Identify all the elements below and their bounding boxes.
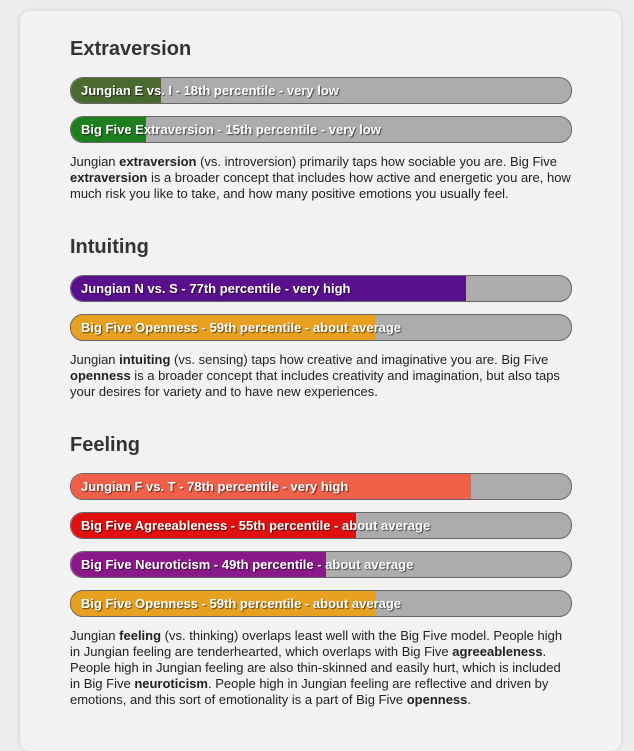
percentile-bar: [70, 275, 572, 302]
description-keyword: neuroticism: [134, 676, 208, 691]
percentile-bar: [70, 116, 572, 143]
description-keyword: extraversion: [70, 170, 148, 185]
description-text: (vs. introversion) primarily taps how sociable you are. Big Five: [196, 154, 558, 169]
section-extraversion: [70, 37, 572, 202]
percentile-bar-label: Big Five Extraversion - 15th percentile - very low: [81, 122, 381, 137]
percentile-bar-label: Big Five Neuroticism - 49th percentile - about average: [81, 557, 414, 572]
percentile-bar: [70, 551, 572, 578]
percentile-bar-label: Big Five Openness - 59th percentile - about average: [81, 596, 402, 611]
section-intuiting: [70, 235, 572, 400]
description-keyword: openness: [70, 368, 131, 383]
percentile-bar: [70, 473, 572, 500]
percentile-bar-label: Big Five Agreeableness - 55th percentile - about average: [81, 518, 431, 533]
percentile-bar: [70, 77, 572, 104]
description-text: (vs. sensing) taps how creative and imaginative you are. Big Five: [170, 352, 549, 367]
description-keyword: intuiting: [119, 352, 171, 367]
section-description: [70, 352, 572, 400]
description-text: Jungian: [70, 352, 120, 367]
description-text: is a broader concept that includes how active and energetic you are, how much risk you like to take, and how many positive emotions you usually feel.: [70, 170, 571, 201]
section-title: Intuiting: [70, 236, 149, 258]
section-description: [70, 628, 572, 708]
description-text: Jungian: [70, 154, 120, 169]
percentile-bar: [70, 590, 572, 617]
description-keyword: openness: [406, 692, 468, 707]
description-keyword: feeling: [119, 628, 162, 643]
description-text: . People high in Jungian feeling are also thin-skinned and easily hurt, which is included in Big Five: [70, 644, 561, 691]
percentile-bar: [70, 512, 572, 539]
description-text: Jungian: [70, 628, 120, 643]
description-text: is a broader concept that includes creativity and imagination, but also taps your desires for variety and to have new experiences.: [70, 368, 560, 399]
percentile-bar: [70, 314, 572, 341]
percentile-bar-label: Jungian F vs. T - 78th percentile - very high: [81, 479, 349, 494]
description-text: (vs. thinking) overlaps least well with the Big Five model. People high in Jungian feeling are tenderhearted, which overlaps with Big Five: [70, 628, 563, 659]
percentile-bar-label: Jungian N vs. S - 77th percentile - very high: [81, 281, 351, 296]
description-keyword: extraversion: [119, 154, 197, 169]
description-text: .: [467, 692, 472, 707]
section-title: Feeling: [70, 434, 141, 456]
percentile-bar-label: Jungian E vs. I - 18th percentile - very low: [81, 83, 339, 98]
section-description: [70, 154, 572, 202]
section-feeling: [70, 433, 572, 708]
section-title: Extraversion: [70, 38, 192, 60]
percentile-bar-label: Big Five Openness - 59th percentile - about average: [81, 320, 402, 335]
description-text: . People high in Jungian feeling are reflective and driven by emotions, and this sort of emotionality is a part of Big Five: [70, 676, 549, 707]
description-keyword: agreeableness: [452, 644, 543, 659]
